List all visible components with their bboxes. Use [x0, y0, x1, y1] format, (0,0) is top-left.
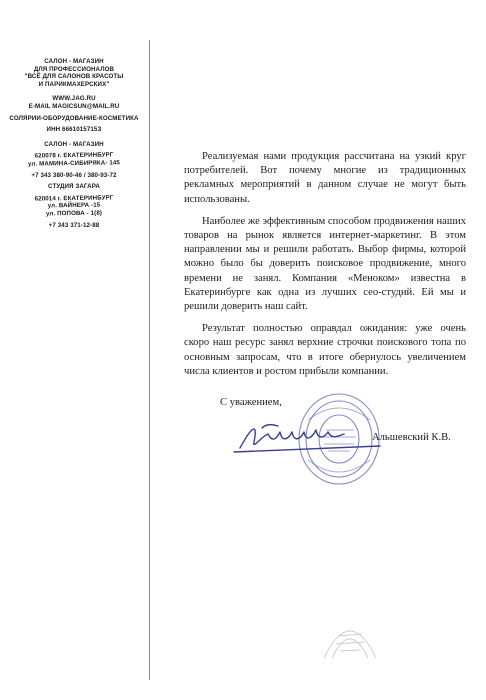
- closing-greeting: С уважением,: [220, 397, 282, 408]
- shop-city: 620078 г. ЕКАТЕРИНБУРГ: [34, 151, 114, 160]
- letterhead-line-3: И ПАРИКМАХЕРСКИХ": [38, 80, 110, 88]
- vertical-divider: [149, 40, 150, 680]
- paragraph-1: Реализуемая нами продукция рассчитана на узкий круг потребителей. Вот почему многие из традиционных рекламных мероприятий в данном случае не могут быть использованы.: [184, 151, 466, 205]
- signer-name: Альшевский К.В.: [372, 432, 451, 443]
- handwritten-signature: [232, 416, 382, 458]
- letterhead-line-1: ДЛЯ ПРОФЕССИОНАЛОВ: [33, 65, 115, 73]
- studio-phone: +7 343 371-12-88: [48, 221, 100, 229]
- studio-street-2: ул. ПОПОВА - 1(8): [45, 209, 103, 218]
- shop-phone: +7 343 380-90-46 / 380-93-72: [31, 171, 117, 179]
- shop-title: САЛОН - МАГАЗИН: [44, 140, 104, 148]
- letterhead-slogan: СОЛЯРИИ-ОБОРУДОВАНИЕ-КОСМЕТИКА: [9, 114, 139, 122]
- letterhead-line-2: "ВСЁ ДЛЯ САЛОНОВ КРАСОТЫ: [24, 73, 124, 81]
- shop-street: ул. МАМИНА-СИБИРЯКА- 145: [27, 159, 121, 168]
- company-letterhead: [6, 58, 142, 229]
- studio-city: 620014 г. ЕКАТЕРИНБУРГ: [34, 194, 114, 203]
- faded-stamp-imprint: [318, 612, 382, 662]
- studio-street-1: ул. ВАЙНЕРА -15: [47, 201, 101, 210]
- letterhead-title: САЛОН - МАГАЗИН: [44, 58, 104, 65]
- letterhead-inn: ИНН 6661015715З: [46, 126, 102, 134]
- letter-body: [184, 150, 466, 387]
- paragraph-3: Результат полностью оправдал ожидания: уже очень скоро наш ресурс занял верхние строчки поискового топа по основным запросам, что в итоге обернулось увеличением числа клиентов и ростом прибыли компании.: [184, 323, 466, 377]
- letterhead-email: E-MAIL MAGICSUN@MAIL.RU: [28, 102, 120, 110]
- letterhead-website: WWW.JAG.RU: [52, 95, 96, 103]
- studio-title: СТУДИЯ ЗАГАРА: [48, 183, 100, 191]
- paragraph-2: Наиболее же эффективным способом продвижения наших товаров на рынок является интернет-маркетинг. В этом направлении мы и решили работать. Выбор фирмы, которой можно было бы доверить поисковое продвижение, много времени не занял. Компания «Меноком» известна в Екатеринбурге как одна из лучших сео-студий. Ей мы и решили доверить наш сайт.: [184, 215, 466, 313]
